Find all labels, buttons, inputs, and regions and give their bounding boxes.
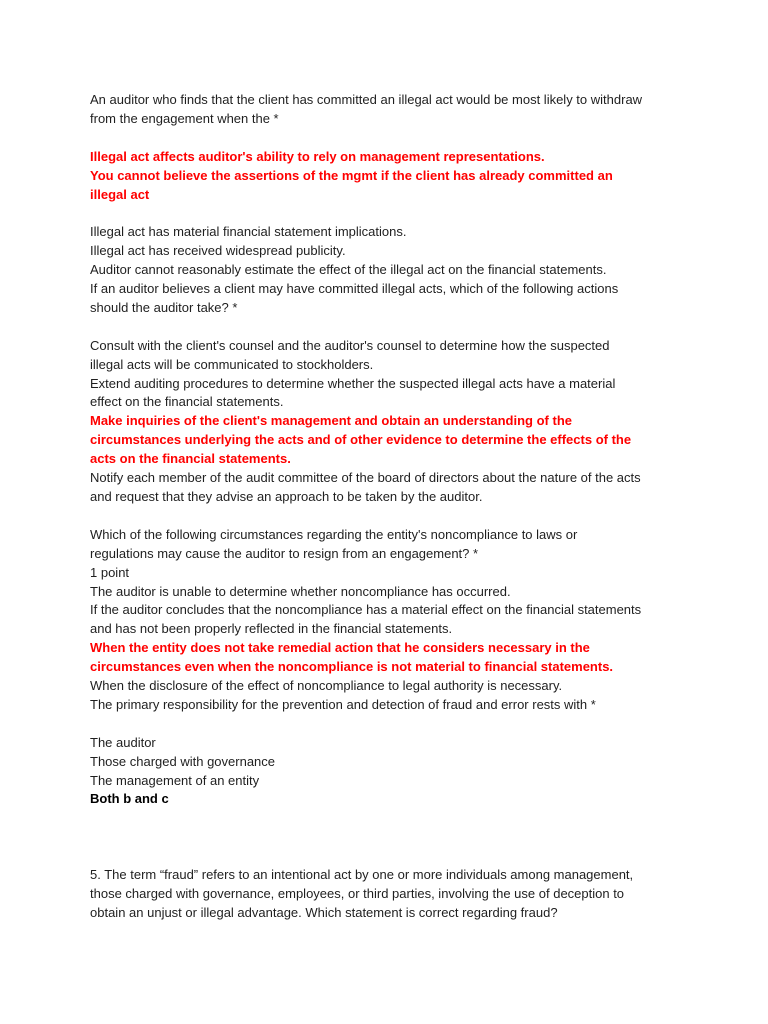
question-4-option-2: Those charged with governance	[90, 753, 276, 769]
question-1-option-3: Auditor cannot reasonably estimate the effect of the illegal act on the financial statements.	[90, 262, 607, 278]
question-2-answer-line-2: circumstances underlying the acts and of other evidence to determine the effects of the	[90, 432, 632, 448]
question-3-stem-line-1: Which of the following circumstances regarding the entity's noncompliance to laws or	[90, 526, 578, 542]
question-3-option-1: The auditor is unable to determine whether noncompliance has occurred.	[90, 583, 511, 599]
question-1-stem-line-1: An auditor who finds that the client has committed an illegal act would be most likely to withdraw	[90, 92, 643, 107]
question-3-option-2-line-2: and has not been properly reflected in the financial statements.	[90, 621, 453, 637]
question-2-stem-line-1: If an auditor believes a client may have committed illegal acts, which of the following actions	[90, 281, 619, 297]
question-1-answer-line-1: Illegal act affects auditor's ability to rely on management representations.	[90, 148, 545, 164]
question-1-answer-line-2: You cannot believe the assertions of the mgmt if the client has already committed an	[90, 167, 613, 183]
question-1-option-2: Illegal act has received widespread publicity.	[90, 243, 346, 259]
question-2-option-4-line-2: and request that they advise an approach to be taken by the auditor.	[90, 488, 483, 504]
question-1-answer-line-3: illegal act	[90, 186, 150, 202]
question-4-option-3: The management of an entity	[90, 772, 260, 788]
question-2-stem-line-2: should the auditor take? *	[90, 299, 238, 315]
question-2-option-2-line-2: effect on the financial statements.	[90, 394, 284, 410]
question-2-option-1-line-1: Consult with the client's counsel and the auditor's counsel to determine how the suspected	[90, 337, 610, 353]
question-3-points: 1 point	[90, 564, 130, 580]
question-2-answer-line-3: acts on the financial statements.	[90, 451, 291, 467]
question-1	[90, 91, 690, 280]
question-1-option-1: Illegal act has material financial statement implications.	[90, 224, 407, 240]
question-3-answer-line-2: circumstances even when the noncompliance is not material to financial statements.	[90, 659, 614, 675]
question-5	[90, 866, 690, 923]
question-4-option-1: The auditor	[90, 734, 156, 750]
question-2	[90, 280, 690, 507]
question-1-stem-line-2: from the engagement when the *	[90, 110, 279, 126]
question-2-option-1-line-2: illegal acts will be communicated to stockholders.	[90, 356, 374, 372]
question-4-stem: The primary responsibility for the prevention and detection of fraud and error rests with *	[90, 696, 596, 712]
question-3-answer-line-1: When the entity does not take remedial action that he considers necessary in the	[90, 640, 590, 656]
question-3-option-4: When the disclosure of the effect of noncompliance to legal authority is necessary.	[90, 678, 563, 694]
question-3-stem-line-2: regulations may cause the auditor to resign from an engagement? *	[90, 545, 479, 561]
question-2-answer-line-1: Make inquiries of the client's management and obtain an understanding of the	[90, 413, 572, 429]
question-4	[90, 696, 690, 809]
question-4-answer: Both b and c	[90, 791, 169, 807]
question-5-stem-line-2: those charged with governance, employees, or third parties, involving the use of deception to	[90, 885, 625, 901]
question-5-stem-line-1: 5. The term “fraud” refers to an intentional act by one or more individuals among management,	[90, 867, 634, 883]
question-2-option-4-line-1: Notify each member of the audit committee of the board of directors about the nature of the acts	[90, 470, 641, 486]
document-page	[90, 91, 690, 923]
question-5-stem-line-3: obtain an unjust or illegal advantage. Which statement is correct regarding fraud?	[90, 904, 558, 920]
question-3-option-2-line-1: If the auditor concludes that the noncompliance has a material effect on the financial statements	[90, 602, 642, 618]
question-3	[90, 526, 690, 696]
question-2-option-2-line-1: Extend auditing procedures to determine whether the suspected illegal acts have a material	[90, 375, 616, 391]
